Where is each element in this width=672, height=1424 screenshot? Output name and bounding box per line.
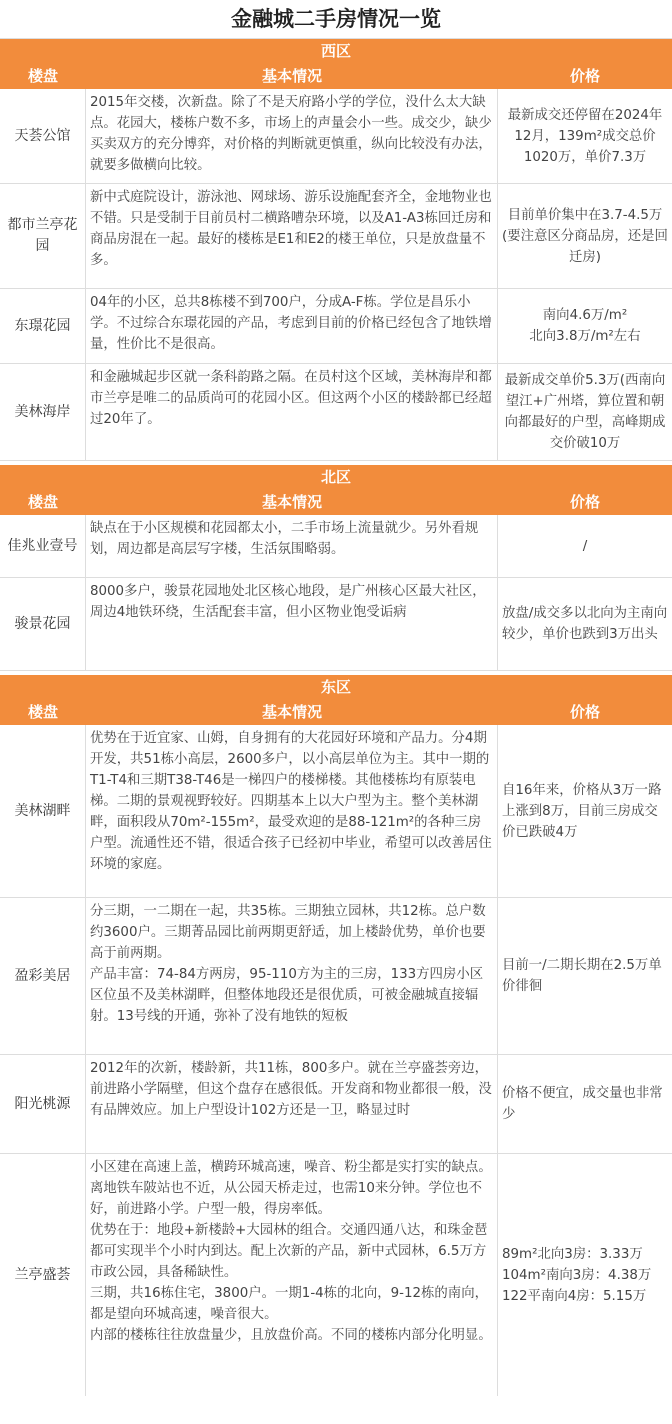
region-zone-label: 北区 (320, 468, 351, 486)
table-row (0, 515, 672, 578)
estate-price: 自16年来，价格从3万一路上涨到8万，目前三房成交价已跌破4万 (502, 782, 662, 840)
table-row (0, 1154, 672, 1396)
column-header-desc: 基本情况 (261, 703, 322, 721)
estate-price: 南向4.6万/m² 北向3.8万/m²左右 (529, 308, 641, 344)
estate-desc: 04年的小区，总共8栋楼不到700户，分成A-F栋。学位是昌乐小学。不过综合东璟花园的产品，考虑到目前的价格已经包含了地铁增量，性价比不是很高。 (86, 289, 498, 363)
table-row (0, 898, 672, 1055)
column-header-name: 楼盘 (27, 493, 58, 511)
region-zone-label: 东区 (320, 678, 351, 696)
estate-desc: 2015年交楼，次新盘。除了不是天府路小学的学位，没什么太大缺点。花园大，楼栋户数不多，市场上的声量会小一些。成交少，缺少买卖双方的充分博弈，对价格的判断就更慎重，纵向比较没有办法，就要多做横向比较。 (86, 89, 498, 183)
estate-name: 美林湖畔 (0, 725, 86, 897)
estate-desc: 和金融城起步区就一条科韵路之隔。在员村这个区域，美林海岸和都市兰亭是唯二的品质尚可的花园小区。但这两个小区的楼龄都已经超过20年了。 (86, 364, 498, 460)
estate-name: 阳光桃源 (0, 1055, 86, 1153)
region-header-west (0, 39, 672, 89)
estate-name: 东璟花园 (0, 289, 86, 363)
estate-name: 盈彩美居 (0, 898, 86, 1054)
estate-name: 佳兆业壹号 (0, 515, 86, 577)
estate-name: 兰亭盛荟 (0, 1154, 86, 1396)
table-row (0, 725, 672, 898)
estate-desc: 优势在于近宜家、山姆，自身拥有的大花园好环境和产品力。分4期开发，共51栋小高层，2600多户，以小高层单位为主。其中一期的T1-T4和三期T38-T46是一梯四户的楼梯楼。其他楼栋均有原装电梯。二期的景观视野较好。四期基本上以大户型为主。整个美林湖畔，面积段从70m²-155m²，最受欢迎的是88-121m²的各种三房户型。流通性还不错，很适合孩子已经初中毕业，希望可以改善居住环境的家庭。 (86, 725, 498, 897)
estate-name: 天荟公馆 (0, 89, 86, 183)
estate-price: / (582, 538, 588, 554)
page-title: 金融城二手房情况一览 (0, 0, 672, 39)
estate-price: 放盘/成交多以北向为主南向较少，单价也跌到3万出头 (502, 606, 668, 642)
estate-name: 骏景花园 (0, 578, 86, 670)
region-zone-label: 西区 (320, 42, 351, 60)
column-header-price: 价格 (569, 67, 600, 85)
estate-desc: 缺点在于小区规模和花园都太小，二手市场上流量就少。另外看规划，周边都是高层写字楼，生活氛围略弱。 (86, 515, 498, 577)
table-row (0, 184, 672, 289)
estate-price: 价格不便宜，成交量也非常少 (502, 1086, 663, 1122)
table-row (0, 1055, 672, 1154)
estate-name: 美林海岸 (0, 364, 86, 460)
column-header-price: 价格 (569, 493, 600, 511)
estate-desc: 分三期，一二期在一起，共35栋。三期独立园林，共12栋。总户数约3600户。三期菁品园比前两期更舒适，加上楼龄优势，单价也要高于前两期。 产品丰富：74-84方两房，95-110方为主的三房，133方四房小区区位虽不及美林湖畔，但整体地段还是很优质，可被金融城直接辐射。13号线的开通，弥补了没有地铁的短板 (86, 898, 498, 1054)
column-header-name: 楼盘 (27, 67, 58, 85)
table-row (0, 364, 672, 461)
estate-desc: 小区建在高速上盖，横跨环城高速，噪音、粉尘都是实打实的缺点。离地铁车陂站也不近，从公园天桥走过，也需10来分钟。学位也不好，前进路小学。户型一般，得房率低。 优势在于：地段+新楼龄+大园林的组合。交通四通八达，和珠金琶都可实现半个小时内到达。配上次新的产品，新中式园林，6.5万方市政公园，具备稀缺性。 三期，共16栋住宅，3800户。一期1-4栋的北向，9-12栋的南向，都是望向环城高速，噪音很大。 内部的楼栋往往放盘量少，且放盘价高。不同的楼栋内部分化明显。 (86, 1154, 498, 1396)
column-header-desc: 基本情况 (261, 67, 322, 85)
column-header-desc: 基本情况 (261, 493, 322, 511)
estate-name: 都市兰亭花园 (0, 184, 86, 288)
region-header-north (0, 465, 672, 515)
estate-desc: 8000多户，骏景花园地处北区核心地段，是广州核心区最大社区，周边4地铁环绕，生活配套丰富，但小区物业饱受诟病 (86, 578, 498, 670)
estate-price: 目前一/二期长期在2.5万单价徘徊 (502, 958, 662, 994)
column-header-price: 价格 (569, 703, 600, 721)
estate-price: 最新成交还停留在2024年12月，139m²成交总价1020万，单价7.3万 (507, 107, 663, 165)
column-header-name: 楼盘 (27, 703, 58, 721)
estate-desc: 2012年的次新，楼龄新，共11栋，800多户。就在兰亭盛荟旁边，前进路小学隔壁，但这个盘存在感很低。开发商和物业都很一般，没有品牌效应。加上户型设计102方还是一卫，略显过时 (86, 1055, 498, 1153)
table-row (0, 578, 672, 671)
table-row (0, 89, 672, 184)
estate-desc: 新中式庭院设计，游泳池、网球场、游乐设施配套齐全，金地物业也不错。只是受制于目前员村二横路嘈杂环境，以及A1-A3栋回迁房和商品房混在一起。最好的楼栋是E1和E2的楼王单位，只是放盘量不多。 (86, 184, 498, 288)
table-row (0, 289, 672, 364)
estate-price: 目前单价集中在3.7-4.5万(要注意区分商品房，还是回迁房) (502, 207, 668, 265)
estate-price: 最新成交单价5.3万(西南向望江+广州塔，算位置和朝向都最好的户型，高峰期成交价破10万 (504, 373, 666, 451)
region-header-east (0, 675, 672, 725)
estate-price: 89m²北向3房：3.33万 104m²南向3房：4.38万 122平南向4房：5.15万 (502, 1246, 652, 1304)
